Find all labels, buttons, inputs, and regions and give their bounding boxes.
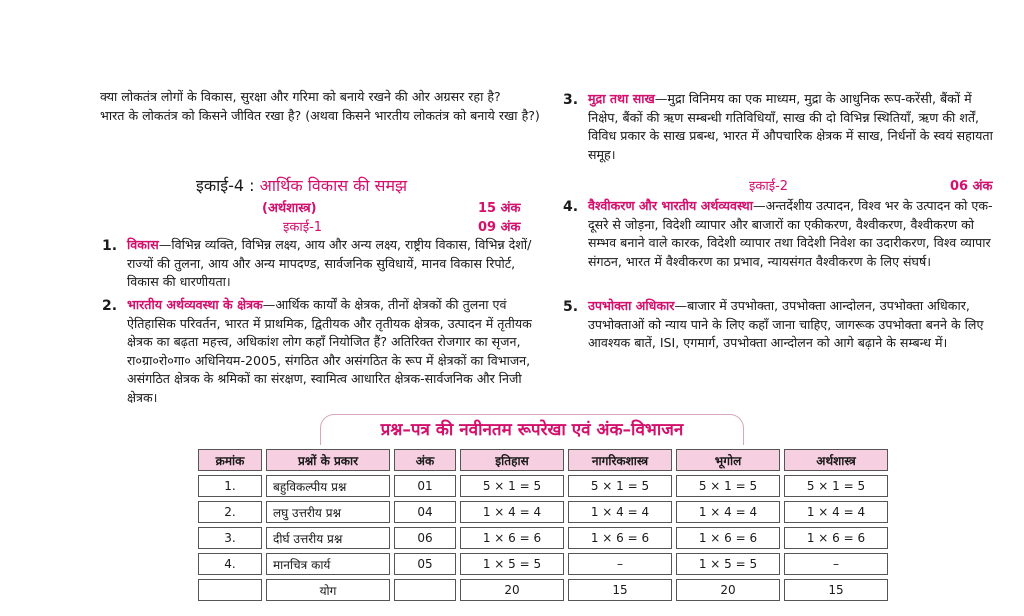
item-5-text: —बाजार में उपभोक्ता, उपभोक्ता आन्दोलन, उपभोक्ता अधिकार, उपभोक्ताओं को न्याय पाने के लिए कहाँ जाना चाहिए, जागरूक उपभोक्ता बनने के लिए आवश्यक बातें, ISI, एगमार्ग, उपभोक्ता आन्दोलन को आगे बढ़ाने के सम्बन्ध में। xyxy=(588,298,984,350)
cell: 06 xyxy=(394,527,456,549)
cell: 5 × 1 = 5 xyxy=(460,475,564,497)
cell: 1. xyxy=(198,475,262,497)
unit1-label: इकाई-1 xyxy=(283,220,323,235)
item-3-number: 3. xyxy=(563,92,579,108)
unit2-label: इकाई-2 xyxy=(749,179,789,194)
item-1-text: —विभिन्न व्यक्ति, विभिन्न लक्ष्य, आय और अन्य लक्ष्य, राष्ट्रीय विकास, विभिन्न देशों/राज्यों की तुलना, आय और अन्य मापदण्ड, सार्वजनिक सुविधायें, मानव विकास रिपोर्ट, विकास की धारणीयता। xyxy=(127,237,532,289)
table-row xyxy=(198,553,888,575)
cell: 1 × 4 = 4 xyxy=(784,501,888,523)
header-serial: क्रमांक xyxy=(198,449,262,471)
item-3 xyxy=(588,90,996,164)
cell: 1 × 6 = 6 xyxy=(460,527,564,549)
item-1-number: 1. xyxy=(102,238,118,254)
cell: मानचित्र कार्य xyxy=(266,553,390,575)
cell: 4. xyxy=(198,553,262,575)
cell: 1 × 6 = 6 xyxy=(676,527,780,549)
cell: 01 xyxy=(394,475,456,497)
item-4 xyxy=(588,197,996,271)
marks-table xyxy=(194,445,892,605)
item-2-number: 2. xyxy=(102,298,118,314)
table-row xyxy=(198,475,888,497)
item-1-head: विकास xyxy=(127,237,159,252)
item-4-number: 4. xyxy=(563,199,579,215)
unit4-marks: 15 अंक xyxy=(478,201,521,216)
unit4-subject: (अर्थशास्त्र) xyxy=(262,201,317,216)
cell: 5 × 1 = 5 xyxy=(676,475,780,497)
header-economics: अर्थशास्त्र xyxy=(784,449,888,471)
cell: 5 × 1 = 5 xyxy=(784,475,888,497)
cell xyxy=(394,579,456,601)
header-civics: नागरिकशास्त्र xyxy=(568,449,672,471)
item-5 xyxy=(588,297,996,353)
cell: 1 × 5 = 5 xyxy=(460,553,564,575)
cell: – xyxy=(568,553,672,575)
item-3-text: —मुद्रा विनिमय का एक माध्यम, मुद्रा के आधुनिक रूप-करेंसी, बैंकों में निक्षेप, बैंकों की ऋण सम्बन्धी गतिविधियाँ, साख की दो विभिन्न स्थितियाँ, ऋण की शर्तें, विविध प्रकार के साख प्रबन्ध, भारत में औपचारिक क्षेत्रक में साख, निर्धनों के स्वयं सहायता समूह। xyxy=(588,91,993,162)
header-question-type: प्रश्नों के प्रकार xyxy=(266,449,390,471)
cell: 05 xyxy=(394,553,456,575)
table-title: प्रश्न–पत्र की नवीनतम रूपरेखा एवं अंक–विभाजन xyxy=(320,414,744,445)
cell xyxy=(198,579,262,601)
item-4-head: वैश्वीकरण और भारतीय अर्थव्यवस्था xyxy=(588,198,753,213)
cell: 5 × 1 = 5 xyxy=(568,475,672,497)
cell: 1 × 5 = 5 xyxy=(676,553,780,575)
cell: 04 xyxy=(394,501,456,523)
cell: लघु उत्तरीय प्रश्न xyxy=(266,501,390,523)
item-2-text: —आर्थिक कार्यों के क्षेत्रक, तीनों क्षेत्रकों की तुलना एवं ऐतिहासिक परिवर्तन, भारत में प्राथमिक, द्वितीयक और तृतीयक क्षेत्रक, उत्पादन में तृतीयक क्षेत्रक का बढ़ता महत्त्व, अधिकांश लोग कहाँ नियोजित हैं? अतिरिक्त रोजगार का सृजन, रा०ग्रा०रो०गा० अधिनियम-2005, संगठित और असंगठित के रूप में क्षेत्रकों का विभाजन, असंगठित क्षेत्रक के श्रमिकों का संरक्षण, स्वामित्व आधारित क्षेत्रक-सार्वजनिक और निजी क्षेत्रक। xyxy=(127,297,532,405)
item-2-head: भारतीय अर्थव्यवस्था के क्षेत्रक xyxy=(127,297,263,312)
header-marks: अंक xyxy=(394,449,456,471)
total-label: योग xyxy=(266,579,390,601)
item-4-text: —अन्तर्देशीय उत्पादन, विश्व भर के उत्पादन को एक-दूसरे से जोड़ना, विदेशी व्यापार और बाजारों का एकीकरण, वैश्वीकरण, वैश्वीकरण को सम्भव बनाने वाले कारक, विदेशी व्यापार तथा विदेशी निवेश का उदारीकरण, विश्व व्यापार संगठन, भारत में वैश्वीकरण का प्रभाव, न्यायसंगत वैश्वीकरण के लिए संघर्ष। xyxy=(588,198,993,269)
cell: 15 xyxy=(784,579,888,601)
cell: 3. xyxy=(198,527,262,549)
item-5-number: 5. xyxy=(563,299,579,315)
cell: 1 × 6 = 6 xyxy=(568,527,672,549)
cell: 1 × 6 = 6 xyxy=(784,527,888,549)
cell: 20 xyxy=(460,579,564,601)
unit1-marks: 09 अंक xyxy=(478,220,521,235)
table-header-row xyxy=(198,449,888,471)
item-2 xyxy=(127,296,537,407)
unit4-title: आर्थिक विकास की समझ xyxy=(259,176,408,195)
table-row xyxy=(198,527,888,549)
intro-line-1: क्या लोकतंत्र लोगों के विकास, सुरक्षा और गरिमा को बनाये रखने की ओर अग्रसर रहा है? xyxy=(100,89,501,104)
item-1 xyxy=(127,236,537,292)
cell: 1 × 4 = 4 xyxy=(460,501,564,523)
left-intro xyxy=(100,88,540,125)
table-row xyxy=(198,501,888,523)
header-geography: भूगोल xyxy=(676,449,780,471)
unit4-label: इकाई-4 : xyxy=(196,176,255,195)
cell: 1 × 4 = 4 xyxy=(568,501,672,523)
table-total-row xyxy=(198,579,888,601)
cell: बहुविकल्पीय प्रश्न xyxy=(266,475,390,497)
cell: 1 × 4 = 4 xyxy=(676,501,780,523)
cell: – xyxy=(784,553,888,575)
cell: 2. xyxy=(198,501,262,523)
cell: 15 xyxy=(568,579,672,601)
item-5-head: उपभोक्ता अधिकार xyxy=(588,298,675,313)
unit2-marks: 06 अंक xyxy=(950,179,993,194)
header-history: इतिहास xyxy=(460,449,564,471)
unit4-heading xyxy=(196,174,407,196)
cell: दीर्घ उत्तरीय प्रश्न xyxy=(266,527,390,549)
cell: 20 xyxy=(676,579,780,601)
item-3-head: मुद्रा तथा साख xyxy=(588,91,655,106)
intro-line-2: भारत के लोकतंत्र को किसने जीवित रखा है? (अथवा किसने भारतीय लोकतंत्र को बनाये रखा है?) xyxy=(100,107,540,123)
